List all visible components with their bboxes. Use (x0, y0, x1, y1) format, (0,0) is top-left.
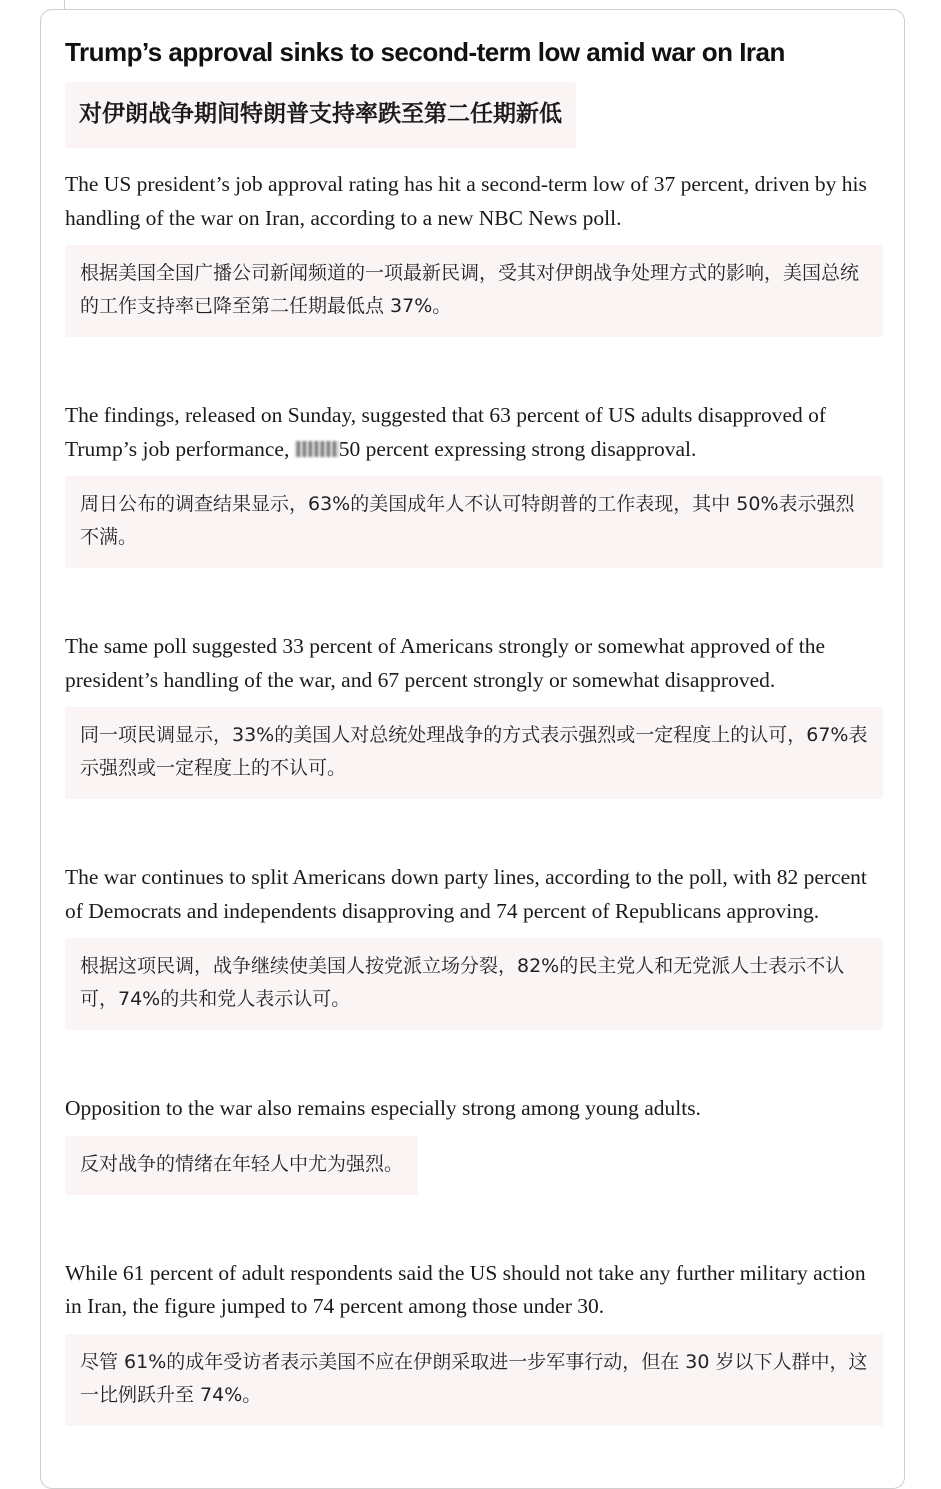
paragraph-zh: 周日公布的调查结果显示，63%的美国成年人不认可特朗普的工作表现，其中 50%表示强烈不满。 (65, 476, 883, 568)
paragraph-en: While 61 percent of adult respondents said the US should not take any further military action in Iran, the figure jumped to 74 percent among those under 30. (65, 1260, 866, 1318)
article-title-en: Trump’s approval sinks to second-term low amid war on Iran (65, 37, 785, 67)
redacted-text (295, 441, 339, 457)
paragraph-en: The same poll suggested 33 percent of Americans strongly or somewhat approved of the president’s handling of the war, and 67 percent strongly or somewhat disapproved. (65, 634, 826, 692)
paragraph-en: The war continues to split Americans down party lines, according to the poll, with 82 percent of Democrats and independents disapproving and 74 percent of Republicans approving. (65, 865, 867, 923)
paragraph-text: The findings, released on Sunday, suggested that 63 percent of US adults disapproved of Trump’s job performance, (65, 403, 827, 461)
paragraph-zh: 根据美国全国广播公司新闻频道的一项最新民调，受其对伊朗战争处理方式的影响，美国总统的工作支持率已降至第二任期最低点 37%。 (65, 245, 883, 337)
paragraph-en: Opposition to the war also remains especially strong among young adults. (65, 1096, 701, 1120)
paragraph-zh: 根据这项民调，战争继续使美国人按党派立场分裂，82%的民主党人和无党派人士表示不认可，74%的共和党人表示认可。 (65, 938, 883, 1030)
paragraph-en (65, 399, 883, 466)
article-title-zh: 对伊朗战争期间特朗普支持率跌至第二任期新低 (65, 82, 576, 148)
article-card (40, 9, 905, 1489)
paragraph-en: The US president’s job approval rating has hit a second-term low of 37 percent, driven by his handling of the war on Iran, according to a new NBC News poll. (65, 172, 867, 230)
divider (64, 0, 65, 9)
paragraph-zh: 反对战争的情绪在年轻人中尤为强烈。 (65, 1136, 418, 1195)
paragraph-text: 50 percent expressing strong disapproval. (338, 436, 697, 461)
paragraph-zh: 尽管 61%的成年受访者表示美国不应在伊朗采取进一步军事行动，但在 30 岁以下人群中，这一比例跃升至 74%。 (65, 1334, 883, 1426)
paragraph-zh: 同一项民调显示，33%的美国人对总统处理战争的方式表示强烈或一定程度上的认可，67%表示强烈或一定程度上的不认可。 (65, 707, 883, 799)
